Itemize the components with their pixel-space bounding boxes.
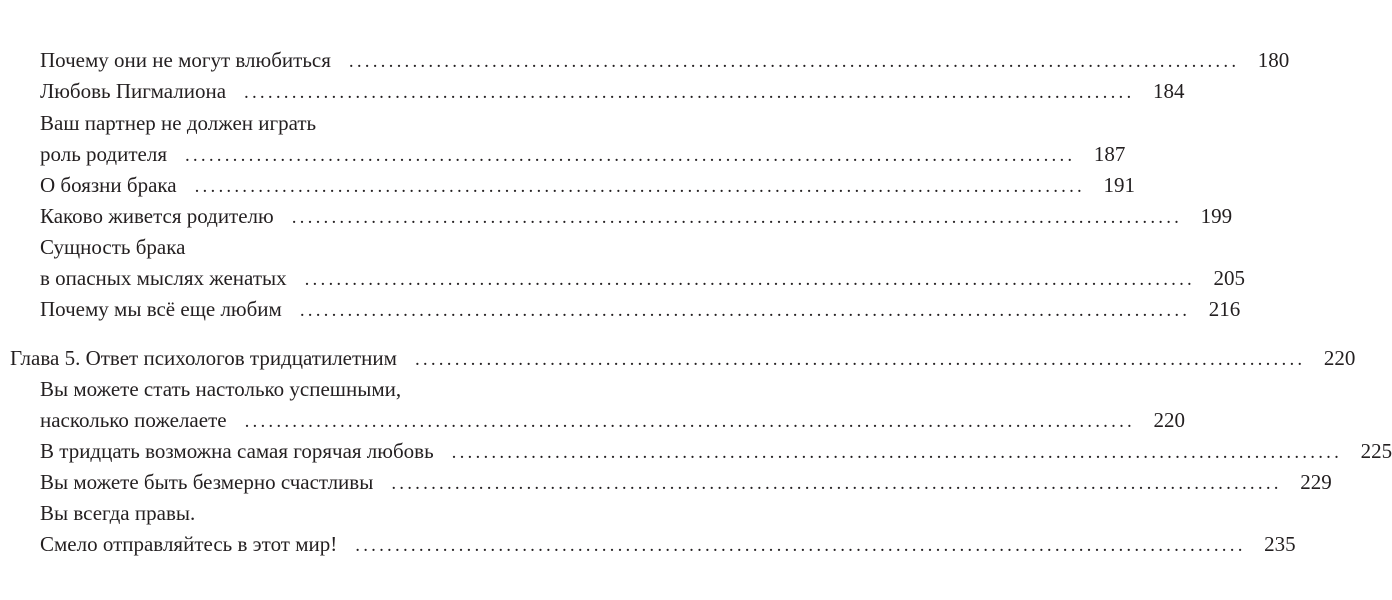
dot-leader: ................................................................................................................ bbox=[451, 442, 1343, 463]
toc-entry-title: в опасных мыслях женатых bbox=[40, 266, 287, 290]
toc-entry-page: 235 bbox=[1264, 532, 1296, 556]
toc-entry-title: Вы можете быть безмерно счастливы bbox=[40, 470, 374, 494]
toc-entry-title-first-line: Сущность брака bbox=[40, 235, 186, 259]
toc-entry bbox=[40, 529, 1296, 559]
dot-leader: ................................................................................................................ bbox=[194, 176, 1085, 197]
toc-entry-title-first-line: Вы можете стать настолько успешными, bbox=[40, 377, 402, 401]
toc-entry bbox=[40, 263, 1246, 293]
dot-leader: ................................................................................................................ bbox=[291, 207, 1183, 228]
chapter-title: Глава 5. Ответ психологов тридцатилетним bbox=[10, 346, 397, 370]
toc-entry bbox=[40, 76, 1185, 106]
dot-leader: ................................................................................................................ bbox=[355, 535, 1246, 556]
toc-entry bbox=[40, 467, 1332, 497]
dot-leader: ................................................................................................................ bbox=[348, 51, 1240, 72]
toc-entry-page: 220 bbox=[1153, 408, 1185, 432]
toc-entry-page: 216 bbox=[1208, 297, 1241, 321]
dot-leader: ................................................................................................................ bbox=[184, 145, 1076, 166]
toc-entry-page: 191 bbox=[1103, 173, 1135, 197]
toc-entry-page: 184 bbox=[1152, 79, 1185, 103]
toc-entry-title: В тридцать возможна самая горячая любовь bbox=[40, 439, 434, 463]
toc-entry-page: 187 bbox=[1093, 142, 1126, 166]
dot-leader: ................................................................................................................ bbox=[299, 300, 1191, 321]
toc-entry bbox=[40, 201, 1233, 231]
dot-leader: ................................................................................................................ bbox=[244, 411, 1135, 432]
toc-entry bbox=[40, 294, 1241, 324]
toc-entry bbox=[40, 405, 1185, 435]
toc-entry-page: 229 bbox=[1300, 470, 1332, 494]
toc-entry-title: насколько пожелаете bbox=[40, 408, 227, 432]
toc-entry-title: Смело отправляйтесь в этот мир! bbox=[40, 532, 338, 556]
toc-entry-title-first-line: Вы всегда правы. bbox=[40, 501, 196, 525]
toc-entry-title: О боязни брака bbox=[40, 173, 177, 197]
toc-entry-page: 199 bbox=[1200, 204, 1233, 228]
toc-entry-title: Почему они не могут влюбиться bbox=[40, 48, 331, 72]
toc-entry bbox=[40, 139, 1126, 169]
toc-entry bbox=[40, 45, 1290, 75]
dot-leader: ................................................................................................................ bbox=[391, 473, 1282, 494]
chapter-entry bbox=[10, 343, 1356, 373]
toc-entry-page: 180 bbox=[1257, 48, 1290, 72]
toc-entry-title: Любовь Пигмалиона bbox=[40, 79, 227, 103]
dot-leader: ................................................................................................................ bbox=[414, 349, 1306, 370]
toc-entry-page: 225 bbox=[1360, 439, 1392, 463]
chapter-page: 220 bbox=[1323, 346, 1356, 370]
dot-leader: ................................................................................................................ bbox=[244, 82, 1135, 103]
toc-entry bbox=[40, 436, 1392, 466]
toc-entry-title-first-line: Ваш партнер не должен играть bbox=[40, 111, 317, 135]
toc-entry-page: 205 bbox=[1213, 266, 1246, 290]
toc-entry-title: Каково живется родителю bbox=[40, 204, 274, 228]
toc-entry bbox=[40, 170, 1135, 200]
dot-leader: ................................................................................................................ bbox=[304, 269, 1196, 290]
toc-entry-title: роль родителя bbox=[40, 142, 167, 166]
toc-entry-title: Почему мы всё еще любим bbox=[40, 297, 282, 321]
